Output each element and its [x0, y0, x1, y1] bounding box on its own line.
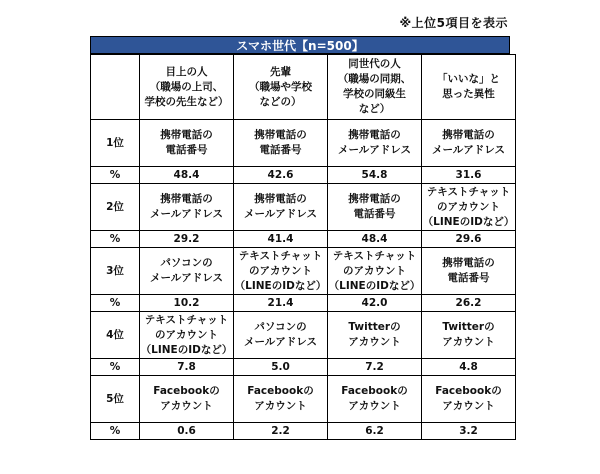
rank-item-line: 携帯電話の — [160, 193, 213, 205]
rank-item — [140, 376, 234, 423]
rank-item — [422, 248, 516, 295]
percent-value: 3.2 — [422, 423, 516, 440]
rank-item-line: 携帯電話の — [348, 193, 401, 205]
rank-item-line: 携帯電話の — [254, 193, 307, 205]
percent-row — [91, 167, 516, 184]
rank-item-line: メールアドレス — [244, 336, 317, 348]
percent-value: 7.8 — [140, 359, 234, 376]
rank-label: 3位 — [91, 248, 140, 295]
rank-item-line: アカウント — [442, 400, 495, 412]
percent-value: 7.2 — [328, 359, 422, 376]
rank-item-line: メールアドレス — [338, 144, 411, 156]
rank-row — [91, 376, 516, 423]
rank-item — [234, 120, 328, 167]
rank-item-line: Facebookの — [247, 385, 314, 397]
percent-value: 48.4 — [140, 167, 234, 184]
rank-item-line: テキストチャット — [426, 185, 511, 198]
rank-item-line: 携帯電話の — [254, 129, 307, 141]
column-header-line: 目上の人 — [165, 65, 208, 78]
rank-item-line: メールアドレス — [150, 272, 223, 284]
rank-item — [328, 312, 422, 359]
rank-item-line: メールアドレス — [150, 208, 223, 220]
percent-label: % — [91, 167, 140, 184]
table-title: スマホ世代【n=500】 — [90, 36, 510, 54]
rank-item-line: （LINEのIDなど） — [422, 215, 515, 228]
display-note: ※上位5項目を表示 — [399, 16, 508, 30]
column-header-line: 同世代の人 — [348, 58, 401, 70]
rank-item-line: Facebookの — [341, 385, 408, 397]
rank-item-line: Twitterの — [348, 321, 401, 333]
percent-value: 4.8 — [422, 359, 516, 376]
rank-item-line: メールアドレス — [432, 144, 505, 156]
rank-item-line: テキストチャット — [238, 249, 323, 262]
rank-item-line: 電話番号 — [353, 208, 396, 220]
rank-item — [234, 184, 328, 231]
rank-item-line: パソコンの — [254, 321, 307, 333]
column-header-line: 思った異性 — [442, 88, 495, 100]
rank-item — [140, 120, 234, 167]
rank-item-line: アカウント — [160, 400, 213, 412]
rank-item — [328, 248, 422, 295]
percent-row — [91, 359, 516, 376]
column-header-line: などの） — [259, 95, 302, 108]
rank-item-line: のアカウント — [155, 328, 218, 341]
rank-item-line: 電話番号 — [165, 144, 208, 156]
rank-item-line: 電話番号 — [259, 144, 302, 156]
rank-item-line: アカウント — [254, 400, 307, 412]
header-row — [91, 55, 516, 120]
rank-row — [91, 312, 516, 359]
percent-label: % — [91, 423, 140, 440]
rank-item-line: のアカウント — [249, 264, 312, 277]
rank-item-line: 電話番号 — [447, 272, 490, 284]
rank-item-line: アカウント — [348, 336, 401, 348]
rank-item-line: 携帯電話の — [160, 129, 213, 141]
percent-row — [91, 423, 516, 440]
column-header — [422, 55, 516, 120]
rank-label: 4位 — [91, 312, 140, 359]
percent-label: % — [91, 231, 140, 248]
percent-label: % — [91, 359, 140, 376]
rank-item-line: パソコンの — [160, 257, 213, 269]
column-header-line: 先輩 — [270, 65, 291, 78]
column-header-line: （職場や学校 — [249, 80, 312, 93]
column-header-line: 「いいな」と — [437, 73, 500, 85]
rank-item — [422, 376, 516, 423]
rank-item-line: 携帯電話の — [442, 129, 495, 141]
percent-value: 31.6 — [422, 167, 516, 184]
rank-label: 5位 — [91, 376, 140, 423]
percent-value: 48.4 — [328, 231, 422, 248]
rank-item — [328, 120, 422, 167]
rank-item — [328, 376, 422, 423]
column-header-line: 学校の先生など） — [144, 95, 229, 108]
percent-value: 42.0 — [328, 295, 422, 312]
rank-item-line: テキストチャット — [332, 249, 417, 262]
percent-label: % — [91, 295, 140, 312]
rank-item — [234, 248, 328, 295]
rank-row — [91, 184, 516, 231]
percent-value: 41.4 — [234, 231, 328, 248]
column-header-line: （職場の上司、 — [149, 80, 224, 93]
percent-value: 10.2 — [140, 295, 234, 312]
ranking-table — [90, 54, 516, 440]
rank-item-line: のアカウント — [437, 200, 500, 213]
rank-item — [140, 184, 234, 231]
rank-item — [422, 312, 516, 359]
rank-item — [140, 248, 234, 295]
percent-value: 42.6 — [234, 167, 328, 184]
rank-item-line: Facebookの — [153, 385, 220, 397]
percent-value: 26.2 — [422, 295, 516, 312]
column-header — [328, 55, 422, 120]
rank-item — [234, 376, 328, 423]
rank-label: 1位 — [91, 120, 140, 167]
column-header-line: 学校の同級生 — [343, 88, 406, 100]
column-header — [140, 55, 234, 120]
rank-item-line: （LINEのIDなど） — [234, 279, 327, 292]
rank-item-line: のアカウント — [343, 264, 406, 277]
rank-item-line: Twitterの — [442, 321, 495, 333]
percent-row — [91, 295, 516, 312]
rank-item-line: 携帯電話の — [442, 257, 495, 269]
percent-value: 5.0 — [234, 359, 328, 376]
column-header-line: （職場の同期、 — [337, 73, 412, 85]
rank-item-line: メールアドレス — [244, 208, 317, 220]
rank-item-line: （LINEのIDなど） — [328, 279, 421, 292]
rank-item — [140, 312, 234, 359]
rank-item-line: 携帯電話の — [348, 129, 401, 141]
rank-item-line: Facebookの — [435, 385, 502, 397]
column-header-line: など） — [358, 103, 391, 115]
rank-item — [234, 312, 328, 359]
percent-value: 21.4 — [234, 295, 328, 312]
column-header — [234, 55, 328, 120]
percent-value: 29.6 — [422, 231, 516, 248]
percent-value: 0.6 — [140, 423, 234, 440]
rank-item-line: テキストチャット — [144, 313, 229, 326]
corner-cell — [91, 55, 140, 120]
percent-value: 6.2 — [328, 423, 422, 440]
rank-item — [328, 184, 422, 231]
percent-value: 29.2 — [140, 231, 234, 248]
percent-value: 54.8 — [328, 167, 422, 184]
rank-item — [422, 120, 516, 167]
percent-row — [91, 231, 516, 248]
percent-value: 2.2 — [234, 423, 328, 440]
rank-item-line: アカウント — [442, 336, 495, 348]
rank-label: 2位 — [91, 184, 140, 231]
rank-item-line: （LINEのIDなど） — [140, 343, 233, 356]
rank-item — [422, 184, 516, 231]
rank-item-line: アカウント — [348, 400, 401, 412]
rank-row — [91, 248, 516, 295]
rank-row — [91, 120, 516, 167]
